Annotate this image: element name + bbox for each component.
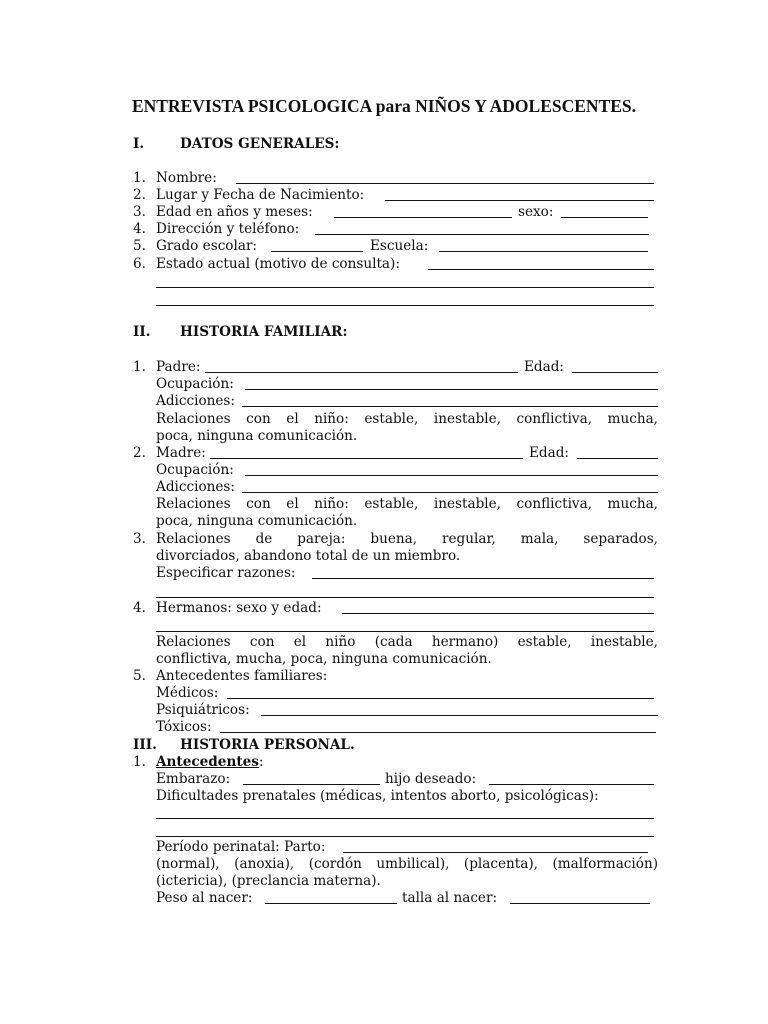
- field-line-edad[interactable]: [334, 217, 512, 218]
- item-number: 3.: [133, 531, 146, 547]
- relaciones-padre-text-2: poca, ninguna comunicación.: [156, 428, 358, 444]
- field-line-direccion[interactable]: [315, 234, 649, 235]
- field-line-hermanos-2[interactable]: [156, 631, 654, 632]
- relaciones-madre-text: Relaciones con el niño: estable, inestable, conflictiva, mucha,: [156, 496, 658, 512]
- field-line-talla[interactable]: [510, 903, 650, 904]
- field-label-adicciones-madre: Adicciones:: [156, 479, 235, 495]
- field-label-ocupacion-madre: Ocupación:: [156, 462, 234, 478]
- item-number: 1.: [133, 359, 146, 375]
- field-line-peso[interactable]: [265, 903, 397, 904]
- section-number: III.: [133, 737, 157, 753]
- field-line-dificultades[interactable]: [156, 818, 654, 819]
- parto-options-text: (normal), (anoxia), (cordón umbilical), (placenta), (malformación): [156, 856, 658, 872]
- item-number: 6.: [133, 256, 146, 272]
- item-number: 2.: [133, 187, 146, 203]
- field-label-embarazo: Embarazo:: [156, 771, 231, 787]
- field-line-adicciones-madre[interactable]: [242, 492, 658, 493]
- item-number: 4.: [133, 600, 146, 616]
- field-label-peso: Peso al nacer:: [156, 890, 253, 906]
- field-line-dificultades-2[interactable]: [156, 836, 654, 837]
- field-label-escuela: Escuela:: [370, 238, 429, 254]
- item-number: 5.: [133, 668, 146, 684]
- field-line-ocupacion-madre[interactable]: [245, 475, 658, 476]
- field-line-adicciones-padre[interactable]: [242, 406, 658, 407]
- field-label-edad: Edad en años y meses:: [156, 204, 313, 220]
- field-line-escuela[interactable]: [439, 251, 648, 252]
- field-label-razones: Especificar razones:: [156, 565, 296, 581]
- field-line-estado[interactable]: [428, 269, 654, 270]
- field-line-edad-madre[interactable]: [577, 458, 658, 459]
- field-label-lugar-fecha: Lugar y Fecha de Nacimiento:: [156, 187, 365, 203]
- antecedentes-heading: [156, 754, 264, 771]
- field-line-madre[interactable]: [210, 458, 523, 459]
- field-label-padre: Padre:: [156, 359, 201, 375]
- antecedentes-colon: :: [258, 754, 264, 770]
- field-label-ocupacion-padre: Ocupación:: [156, 376, 234, 392]
- field-line-razones-2[interactable]: [156, 597, 654, 598]
- field-label-direccion: Dirección y teléfono:: [156, 221, 300, 237]
- parto-options-text-2: (ictericia), (preclancia materna).: [156, 873, 381, 889]
- section-number: I.: [133, 136, 145, 152]
- field-line-sexo[interactable]: [561, 217, 648, 218]
- item-number: 1.: [133, 754, 146, 770]
- field-line-parto[interactable]: [343, 852, 648, 853]
- field-line-toxicos[interactable]: [220, 732, 656, 733]
- field-label-hijo-deseado: hijo deseado:: [385, 771, 477, 787]
- field-label-talla: talla al nacer:: [402, 890, 498, 906]
- field-line-estado-2[interactable]: [156, 287, 654, 288]
- item-number: 1.: [133, 170, 146, 186]
- field-line-razones[interactable]: [312, 578, 654, 579]
- field-label-estado: Estado actual (motivo de consulta):: [156, 256, 400, 272]
- section-number: II.: [133, 324, 151, 340]
- field-line-embarazo[interactable]: [243, 784, 380, 785]
- field-label-nombre: Nombre:: [156, 170, 217, 186]
- relaciones-hermanos-text-2: conflictiva, mucha, poca, ninguna comunicación.: [156, 651, 492, 667]
- relaciones-pareja-text: Relaciones de pareja: buena, regular, mala, separados,: [156, 531, 658, 547]
- field-line-ocupacion-padre[interactable]: [245, 389, 658, 390]
- antecedentes-familiares-label: Antecedentes familiares:: [156, 668, 328, 684]
- field-line-lugar-fecha[interactable]: [385, 200, 654, 201]
- field-line-hijo-deseado[interactable]: [489, 784, 654, 785]
- relaciones-padre-text: Relaciones con el niño: estable, inestable, conflictiva, mucha,: [156, 411, 658, 427]
- field-label-toxicos: Tóxicos:: [156, 719, 212, 735]
- field-line-padre[interactable]: [205, 372, 518, 373]
- field-label-medicos: Médicos:: [156, 685, 219, 701]
- field-line-nombre[interactable]: [236, 183, 654, 184]
- field-label-grado: Grado escolar:: [156, 238, 258, 254]
- item-number: 2.: [133, 445, 146, 461]
- field-line-edad-padre[interactable]: [572, 372, 658, 373]
- relaciones-hermanos-text: Relaciones con el niño (cada hermano) estable, inestable,: [156, 634, 658, 650]
- section-label: HISTORIA PERSONAL.: [180, 737, 355, 753]
- field-line-estado-3[interactable]: [156, 305, 654, 306]
- field-label-adicciones-padre: Adicciones:: [156, 393, 235, 409]
- field-line-grado[interactable]: [271, 251, 363, 252]
- field-label-edad-madre: Edad:: [529, 445, 570, 461]
- field-line-hermanos[interactable]: [342, 613, 654, 614]
- item-number: 3.: [133, 204, 146, 220]
- item-number: 4.: [133, 221, 146, 237]
- field-label-hermanos: Hermanos: sexo y edad:: [156, 600, 322, 616]
- item-number: 5.: [133, 238, 146, 254]
- field-label-psiquiatricos: Psiquiátricos:: [156, 702, 250, 718]
- field-line-medicos[interactable]: [227, 698, 654, 699]
- document-title: ENTREVISTA PSICOLOGICA para NIÑOS Y ADOLESCENTES.: [131, 96, 637, 116]
- field-label-madre: Madre:: [156, 445, 206, 461]
- relaciones-pareja-text-2: divorciados, abandono total de un miembro.: [156, 548, 461, 564]
- section-label: HISTORIA FAMILIAR:: [180, 324, 348, 340]
- dificultades-prenatales-label: Dificultades prenatales (médicas, intentos aborto, psicológicas):: [156, 788, 599, 804]
- relaciones-madre-text-2: poca, ninguna comunicación.: [156, 513, 358, 529]
- field-label-edad-padre: Edad:: [524, 359, 565, 375]
- antecedentes-label: Antecedentes: [156, 754, 259, 770]
- field-line-psiquiatricos[interactable]: [261, 715, 658, 716]
- section-label: DATOS GENERALES:: [180, 136, 340, 152]
- field-label-sexo: sexo:: [518, 204, 554, 220]
- field-label-perinatal: Período perinatal: Parto:: [156, 839, 326, 855]
